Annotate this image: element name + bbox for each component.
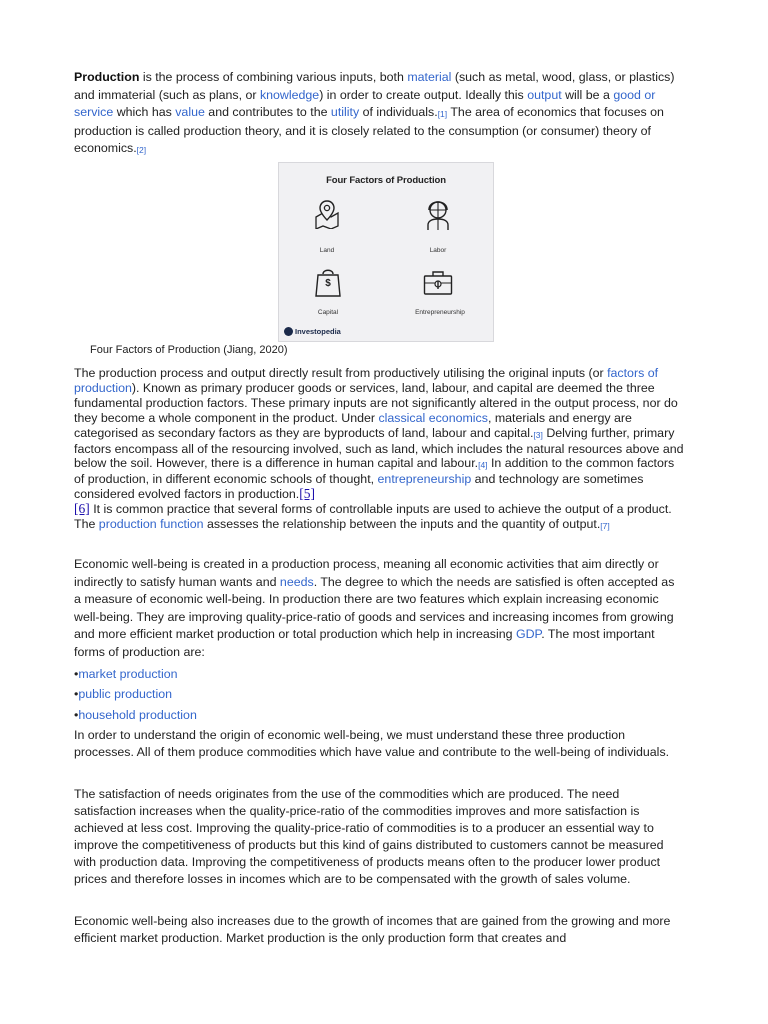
household-production-link[interactable]: household production [78, 708, 197, 722]
satisfaction-paragraph: The satisfaction of needs originates from the use of the commodities which are produced. The need satisfaction increases when the quality-price-ratio of the commodities improves and more satisfaction is achieved at less cost. Improving the quality-price-ratio of commodities is to a producer an essential way to improve the competitiveness of products but this kind of gains distributed to customers cannot be measured with production data. Improving the competitiveness of products means often to the producer lower product prices and therefore losses in incomes which are to be compensated with the growth of sales volume. [74, 787, 664, 886]
classical-economics-link[interactable]: classical economics [378, 410, 488, 425]
entrepreneurship-link[interactable]: entrepreneurship [377, 472, 472, 487]
reference-7[interactable]: [7] [600, 521, 610, 532]
production-function-link[interactable]: production function [98, 517, 204, 532]
factors-of-production-link[interactable]: factors of production [74, 366, 659, 395]
briefcase-icon [423, 270, 453, 296]
figure-caption: Four Factors of Production (Jiang, 2020) [90, 344, 288, 356]
value-link[interactable]: value [175, 105, 205, 119]
good-or-service-link[interactable]: good or service [74, 87, 656, 119]
reference-1[interactable]: [1] [437, 109, 448, 119]
labor-icon [425, 200, 451, 230]
reference-4[interactable]: [4] [478, 460, 488, 471]
utility-link[interactable]: utility [330, 105, 360, 119]
investopedia-logo: Investopedia [284, 327, 341, 336]
reference-5[interactable]: [5] [299, 486, 315, 502]
list-item: •public production [74, 687, 173, 701]
knowledge-link[interactable]: knowledge [259, 87, 320, 102]
dollar-sign: $ [325, 278, 331, 289]
labor-label: Labor [429, 247, 447, 254]
public-production-link[interactable]: public production [78, 687, 173, 701]
intro-paragraph: Production is the process of combining various inputs, both material (such as metal, wood, glass, or plastics) and immaterial (such as plans, or knowledge) in order to create output. Ideally this output will be a good or service which has value and contributes to the utility of individuals.[1] The area of economics that focuses on production is called production theory, and it is closely related to the consumption (or consumer) theory of economics.[2] [74, 70, 675, 155]
entrepreneurship-label: Entrepreneurship [415, 309, 465, 316]
land-label: Land [319, 247, 335, 254]
list-item: •household production [74, 708, 197, 722]
origin-paragraph: In order to understand the origin of economic well-being, we must understand these three production processes. All of them produce commodities which have value and contribute to the well-being of individuals. [74, 728, 670, 759]
four-factors-figure[interactable] [278, 162, 494, 342]
reference-3[interactable]: [3] [533, 429, 543, 440]
material-link[interactable]: material [407, 70, 452, 84]
reference-6[interactable]: [6] [74, 501, 90, 517]
factors-paragraph: The production process and output directly result from productively utilising the original inputs (or factors of production). Known as primary producer goods or services, land, labour, and capital are deemed the three fundamental production factors. These primary inputs are not significantly altered in the output process, nor do they become a whole component in the product. Under classical economics, materials and energy are categorised as secondary factors as they are byproducts of land, labour and capital.[3] Delving further, primary factors encompass all of the resourcing involved, such as land, which includes the natural resources above and below the soil. However, there is a difference in human capital and labour.[4] In addition to the common factors of production, in different economic schools of thought, entrepreneurship and technology are sometimes considered evolved factors in production.[5] [6] It is common practice that several forms of controllable inputs are used to achieve the output of a product. The production function assesses the relationship between the inputs and the quantity of output.[7] [74, 366, 684, 532]
land-icon [313, 199, 341, 229]
output-link[interactable]: output [527, 87, 562, 102]
well-being-paragraph: Economic well-being is created in a production process, meaning all economic activities that aim directly or indirectly to satisfy human wants and needs. The degree to which the needs are satisfied is often accepted as a measure of economic well-being. In production there are two features which explain increasing economic well-being. They are improving quality-price-ratio of goods and services and increasing incomes from growing and more efficient market production or total production which help in increasing GDP. The most important forms of production are: [74, 557, 675, 659]
market-production-link[interactable]: market production [78, 667, 178, 681]
figure-title: Four Factors of Production [326, 175, 446, 186]
gdp-link[interactable]: GDP [515, 627, 542, 641]
production-term: Production [74, 70, 140, 84]
list-item: •market production [74, 667, 178, 681]
reference-2[interactable]: [2] [136, 145, 147, 155]
investopedia-mark-icon [284, 327, 293, 336]
needs-link[interactable]: needs [279, 574, 314, 589]
capital-label: Capital [317, 309, 339, 316]
incomes-paragraph: Economic well-being also increases due to the growth of incomes that are gained from the growing and more efficient market production. Market production is the only production form that creates and [74, 914, 671, 945]
